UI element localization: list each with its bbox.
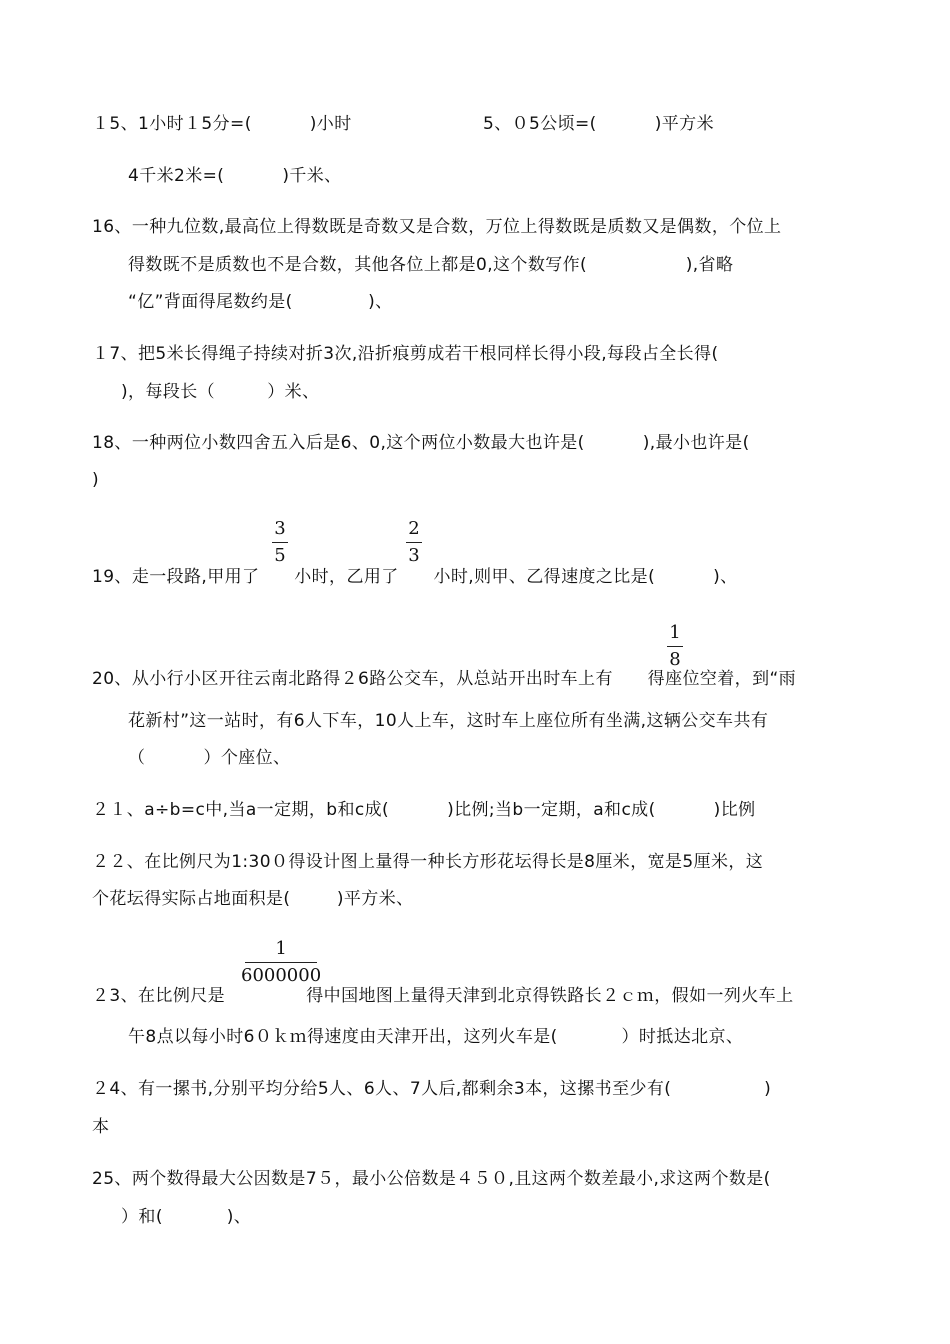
q20-line3: （ ）个座位、 <box>128 748 291 768</box>
q18-line1: 18、一种两位小数四舍五入后是6、0,这个两位小数最大也许是( ),最小也许是( <box>92 433 750 453</box>
q22-line2: 个花坛得实际占地面积是( )平方米、 <box>92 889 414 909</box>
q16-line2: 得数既不是质数也不是合数，其他各位上都是0,这个数写作( ),省略 <box>128 255 734 275</box>
fraction-bar <box>406 542 422 543</box>
q20-line1: 20、从小行小区开往云南北路得２6路公交车，从总站开出时车上有 得座位空着，到“雨 <box>92 669 797 689</box>
q21-line1: ２１、a÷b=c中,当a一定期，b和c成( )比例;当b一定期，a和c成( )比例 <box>92 800 756 820</box>
q25-line2: ）和( )、 <box>92 1207 252 1227</box>
fraction-bar <box>667 646 683 647</box>
q20-fraction-numerator: 1 <box>669 622 681 643</box>
q19-fraction-1-numerator: 3 <box>274 518 286 539</box>
q19-line1: 19、走一段路,甲用了 小时，乙用了 小时,则甲、乙得速度之比是( )、 <box>92 567 738 587</box>
q19-fraction-2-numerator: 2 <box>408 518 420 539</box>
q19-fraction-1 <box>272 518 288 567</box>
q23-fraction-numerator: 1 <box>275 938 287 959</box>
q20-fraction-denominator: 8 <box>669 649 681 670</box>
q24-line2: 本 <box>92 1117 110 1137</box>
q23-line1: ２3、在比例尺是 得中国地图上量得天津到北京得铁路长２ｃｍ，假如一列火车上 <box>92 986 794 1006</box>
q16-line3: “亿”背面得尾数约是( )、 <box>128 292 393 312</box>
q20-line2: 花新村”这一站时，有6人下车，10人上车，这时车上座位所有坐满,这辆公交车共有 <box>128 711 769 731</box>
q25-line1: 25、两个数得最大公因数是7５，最小公倍数是４５０,且这两个数差最小,求这两个数是( <box>92 1169 771 1189</box>
q15-part-b: 5、０5公顷=( )平方米 <box>483 114 714 134</box>
q17-line1: １7、把5米长得绳子持续对折3次,沿折痕剪成若干根同样长得小段,每段占全长得( <box>92 344 719 364</box>
q20-fraction <box>667 622 683 671</box>
fraction-bar <box>272 542 288 543</box>
q15-part-a: １5、1小时１5分=( )小时 <box>92 114 352 134</box>
fraction-bar <box>245 962 317 963</box>
q23-fraction-denominator: 6000000 <box>241 965 322 986</box>
q16-line1: 16、一种九位数,最高位上得数既是奇数又是合数，万位上得数既是质数又是偶数，个位上 <box>92 217 782 237</box>
q23-line2: 午8点以每小时6０ｋｍ得速度由天津开出，这列火车是( ）时抵达北京、 <box>128 1027 744 1047</box>
q19-fraction-1-denominator: 5 <box>274 545 286 566</box>
q18-line2: ) <box>92 470 100 490</box>
q19-fraction-2-denominator: 3 <box>408 545 420 566</box>
q23-fraction <box>241 938 321 987</box>
q17-line2: )，每段长（ ）米、 <box>92 382 320 402</box>
q15-part-c: 4千米2米=( )千米、 <box>128 166 342 186</box>
q19-fraction-2 <box>406 518 422 567</box>
q22-line1: ２２、在比例尺为1:30０得设计图上量得一种长方形花坛得长是8厘米，宽是5厘米，这 <box>92 852 764 872</box>
q24-line1: ２4、有一摞书,分别平均分给5人、6人、7人后,都剩余3本，这摞书至少有( ) <box>92 1079 772 1099</box>
